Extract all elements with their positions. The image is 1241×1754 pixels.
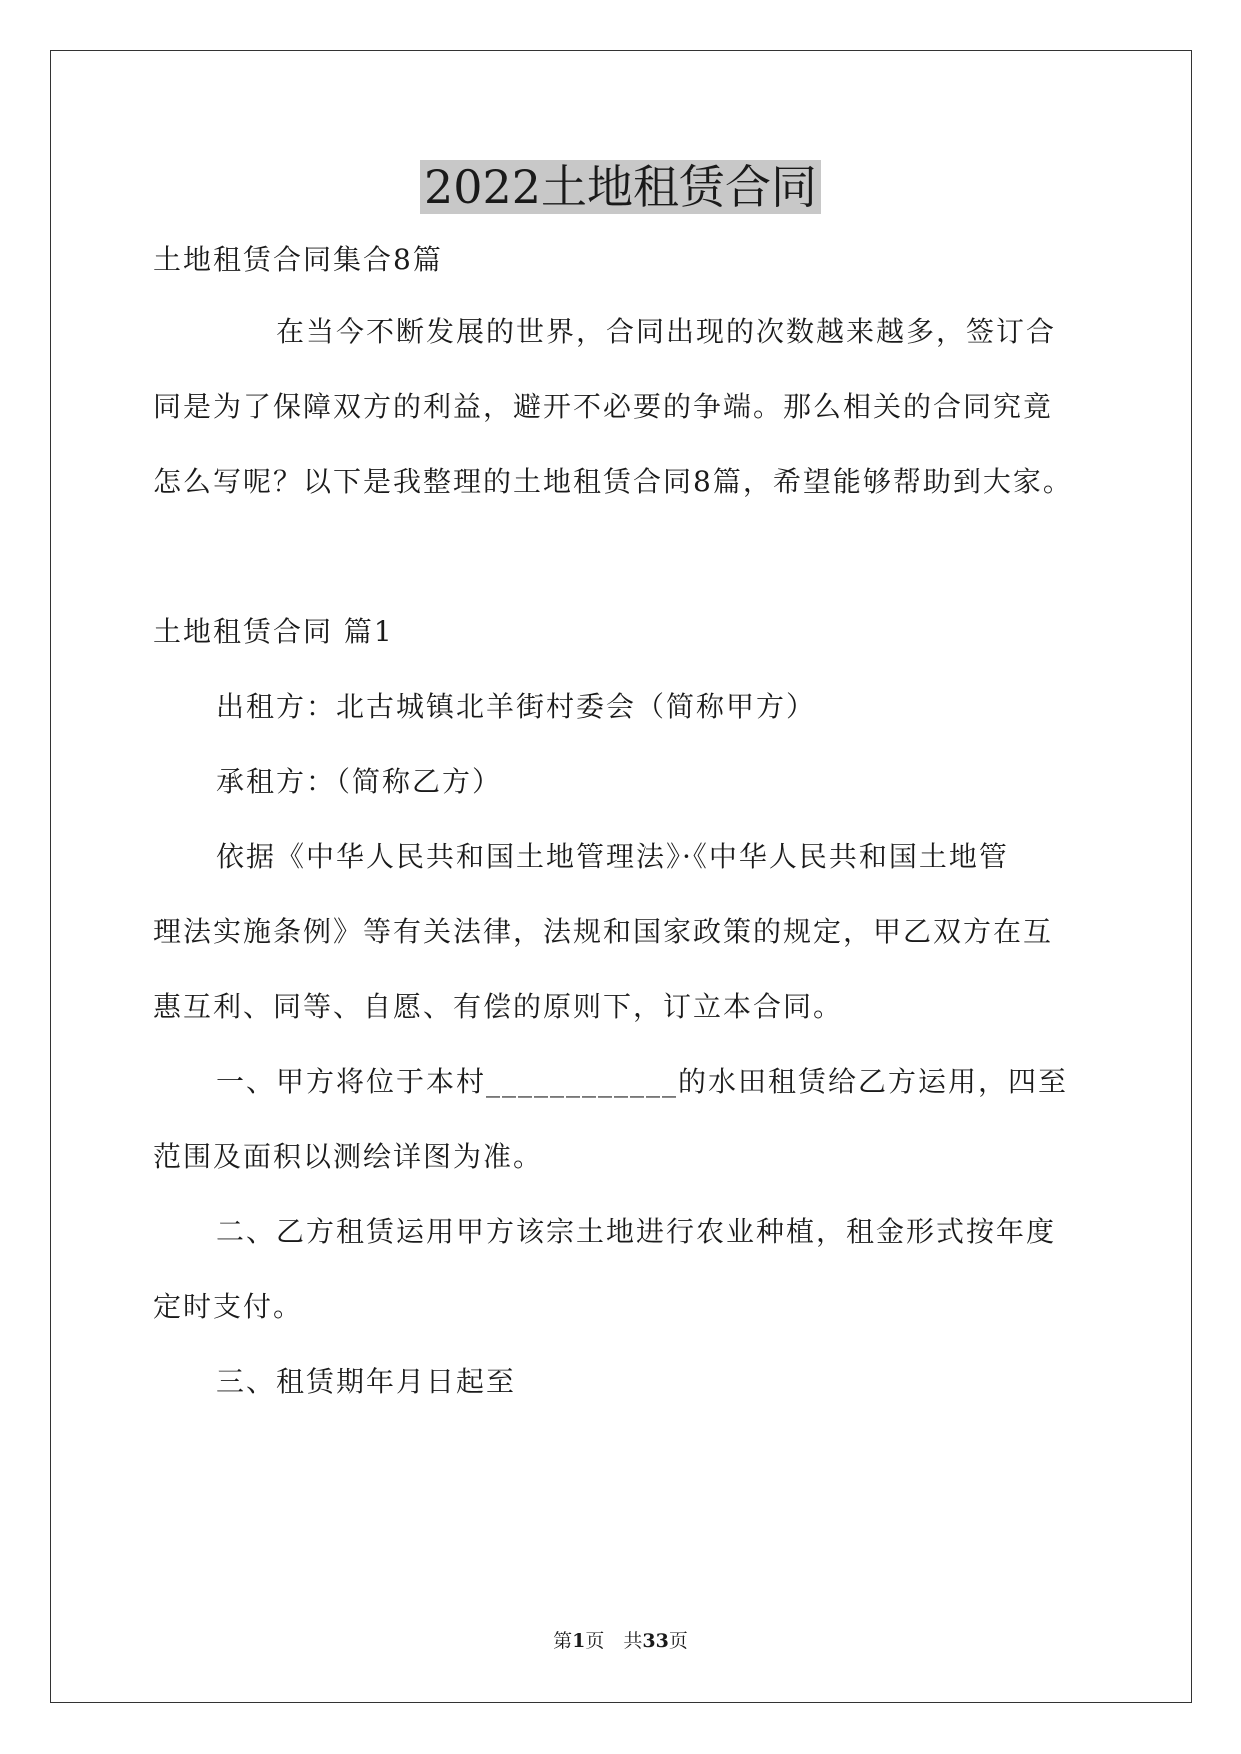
- footer-page-total: 33: [642, 1630, 669, 1652]
- clause3-line: 三、租赁期年月日起至: [216, 1365, 517, 1398]
- footer-suffix: 页: [668, 1630, 688, 1652]
- clause1-line-2: 范围及面积以测绘详图为准。: [153, 1140, 544, 1173]
- lessor-line: 出租方：北古城镇北羊街村委会（简称甲方）: [216, 690, 817, 723]
- footer-mid: 页 共: [585, 1630, 643, 1652]
- clause2-line-1: 二、乙方租赁运用甲方该宗土地进行农业种植，租金形式按年度: [216, 1215, 1057, 1248]
- clause1-line-1: 一、甲方将位于本村____________的水田租赁给乙方运用，四至: [216, 1065, 1069, 1098]
- collection-subtitle: 土地租赁合同集合8篇: [153, 243, 443, 276]
- basis-line-3: 惠互利、同等、自愿、有偿的原则下，订立本合同。: [153, 990, 844, 1023]
- intro-line-2: 同是为了保障双方的利益，避开不必要的争端。那么相关的合同究竟: [153, 390, 1054, 423]
- clause2-line-2: 定时支付。: [153, 1290, 304, 1323]
- page-footer: [0, 1628, 1241, 1654]
- section-heading: 土地租赁合同 篇1: [153, 615, 394, 648]
- document-title: [0, 158, 1241, 216]
- intro-line-3: 怎么写呢？以下是我整理的土地租赁合同8篇，希望能够帮助到大家。: [153, 465, 1073, 498]
- footer-page-current: 1: [572, 1630, 586, 1652]
- basis-line-2: 理法实施条例》等有关法律，法规和国家政策的规定，甲乙双方在互: [153, 915, 1054, 948]
- intro-line-1: 在当今不断发展的世界，合同出现的次数越来越多，签订合: [276, 315, 1057, 348]
- document-title-text: 2022土地租赁合同: [420, 160, 821, 214]
- basis-line-1: 依据《中华人民共和国土地管理法》·《中华人民共和国土地管: [216, 840, 1009, 873]
- lessee-line: 承租方：（简称乙方）: [216, 765, 503, 798]
- footer-prefix: 第: [553, 1630, 573, 1652]
